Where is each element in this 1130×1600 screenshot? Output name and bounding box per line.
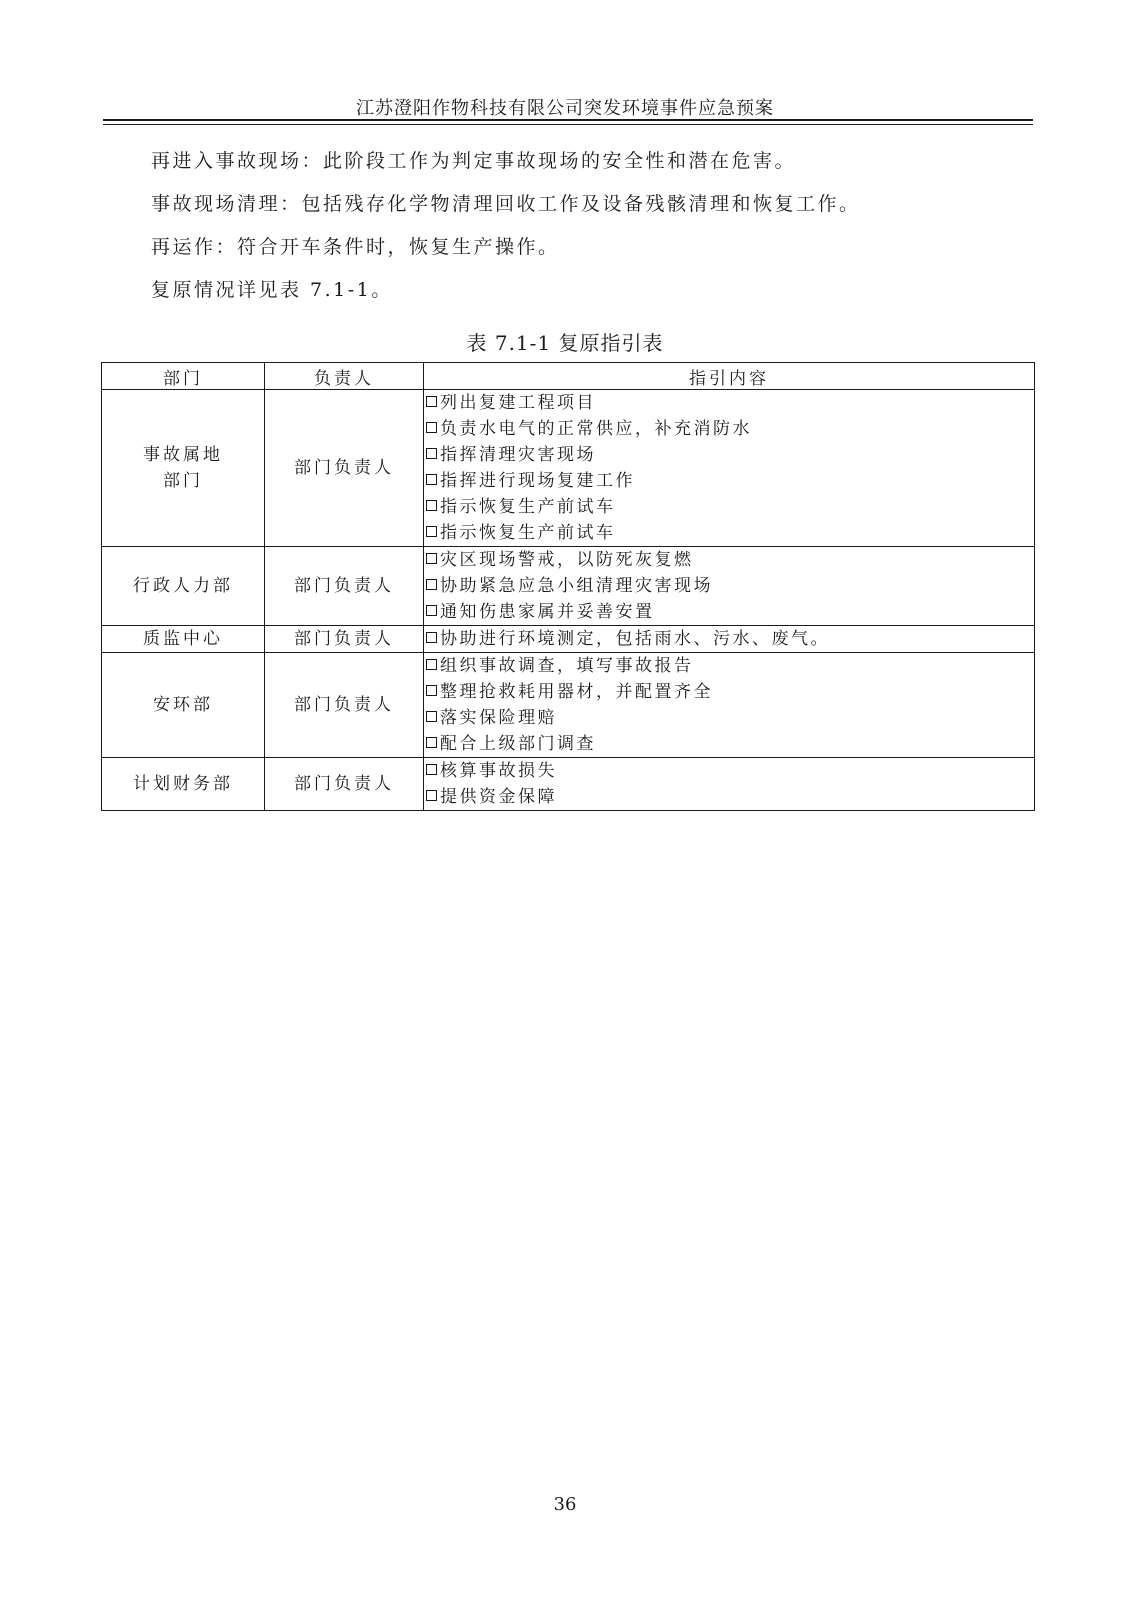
paragraph-restart: 再运作：符合开车条件时，恢复生产操作。 <box>151 236 560 258</box>
guidance-item-text: 提供资金保障 <box>440 787 557 807</box>
paragraph-table-reference: 复原情况详见表 7.1-1。 <box>151 279 393 301</box>
guidance-item-text: 灾区现场警戒，以防死灰复燃 <box>440 550 694 570</box>
owner-cell <box>265 390 424 547</box>
paragraph-cleanup: 事故现场清理：包括残存化学物清理回收工作及设备残骸清理和恢复工作。 <box>151 193 861 215</box>
guidance-item <box>424 705 1034 731</box>
guidance-item <box>424 758 1034 784</box>
checkbox-square-icon <box>426 605 437 616</box>
checkbox-square-icon <box>426 553 437 564</box>
table-row <box>102 758 1035 811</box>
checkbox-square-icon <box>426 422 437 433</box>
table-row <box>102 653 1035 758</box>
paragraph-reentry: 再进入事故现场：此阶段工作为判定事故现场的安全性和潜在危害。 <box>151 150 797 172</box>
guidance-item <box>424 547 1034 573</box>
document-header-title: 江苏澄阳作物科技有限公司突发环境事件应急预案 <box>356 98 774 119</box>
checkbox-square-icon <box>426 659 437 670</box>
checkbox-square-icon <box>426 500 437 511</box>
checkbox-square-icon <box>426 579 437 590</box>
guidance-item <box>424 468 1034 494</box>
header-rule <box>103 119 1033 121</box>
guidance-cell <box>424 758 1035 811</box>
guidance-item-text: 指挥清理灾害现场 <box>440 445 596 465</box>
owner-cell <box>265 547 424 626</box>
guidance-item <box>424 626 1034 652</box>
checkbox-square-icon <box>426 790 437 801</box>
owner-name: 部门负责人 <box>294 629 394 649</box>
guidance-item <box>424 442 1034 468</box>
checkbox-square-icon <box>426 474 437 485</box>
guidance-item-text: 列出复建工程项目 <box>440 393 596 413</box>
department-cell <box>102 390 265 547</box>
guidance-item-text: 协助进行环境测定，包括雨水、污水、废气。 <box>440 629 830 649</box>
department-cell <box>102 626 265 653</box>
guidance-item <box>424 390 1034 416</box>
guidance-item-text: 协助紧急应急小组清理灾害现场 <box>440 576 713 596</box>
owner-name: 部门负责人 <box>294 695 394 715</box>
guidance-cell <box>424 626 1035 653</box>
guidance-item-text: 整理抢救耗用器材，并配置齐全 <box>440 682 713 702</box>
guidance-item <box>424 731 1034 757</box>
checkbox-square-icon <box>426 632 437 643</box>
table-header-row <box>102 363 1035 390</box>
table-row <box>102 390 1035 547</box>
guidance-item-text: 负责水电气的正常供应，补充消防水 <box>440 419 752 439</box>
table-body <box>102 390 1035 811</box>
header-department: 部门 <box>102 363 265 390</box>
guidance-item <box>424 784 1034 810</box>
checkbox-square-icon <box>426 685 437 696</box>
table-caption: 表 7.1-1 复原指引表 <box>466 331 664 355</box>
guidance-item-text: 配合上级部门调查 <box>440 734 596 754</box>
guidance-item <box>424 573 1034 599</box>
guidance-cell <box>424 390 1035 547</box>
checkbox-square-icon <box>426 396 437 407</box>
department-cell <box>102 653 265 758</box>
department-name: 质监中心 <box>143 629 223 649</box>
owner-name: 部门负责人 <box>294 774 394 794</box>
department-name: 事故属地 <box>143 445 223 465</box>
department-name: 行政人力部 <box>133 576 233 596</box>
department-name: 计划财务部 <box>133 774 233 794</box>
checkbox-square-icon <box>426 764 437 775</box>
guidance-cell <box>424 547 1035 626</box>
department-cell <box>102 547 265 626</box>
department-name: 部门 <box>163 471 203 491</box>
guidance-item <box>424 494 1034 520</box>
checkbox-square-icon <box>426 737 437 748</box>
table-row <box>102 626 1035 653</box>
header-guidance: 指引内容 <box>424 363 1035 390</box>
guidance-item-text: 指挥进行现场复建工作 <box>440 471 635 491</box>
guidance-item-text: 核算事故损失 <box>440 761 557 781</box>
guidance-item <box>424 416 1034 442</box>
checkbox-square-icon <box>426 711 437 722</box>
checkbox-square-icon <box>426 526 437 537</box>
table-row <box>102 547 1035 626</box>
guidance-item-text: 指示恢复生产前试车 <box>440 497 616 517</box>
owner-cell <box>265 626 424 653</box>
guidance-item-text: 通知伤患家属并妥善安置 <box>440 602 655 622</box>
owner-name: 部门负责人 <box>294 576 394 596</box>
header-rule-thin <box>103 124 1033 125</box>
page-number: 36 <box>553 1494 577 1515</box>
department-cell <box>102 758 265 811</box>
guidance-item <box>424 679 1034 705</box>
guidance-item <box>424 653 1034 679</box>
restoration-guide-table <box>101 362 1035 811</box>
guidance-item <box>424 520 1034 546</box>
guidance-item-text: 指示恢复生产前试车 <box>440 523 616 543</box>
checkbox-square-icon <box>426 448 437 459</box>
owner-cell <box>265 758 424 811</box>
guidance-item-text: 落实保险理赔 <box>440 708 557 728</box>
header-owner: 负责人 <box>265 363 424 390</box>
department-name: 安环部 <box>153 695 213 715</box>
guidance-item <box>424 599 1034 625</box>
owner-cell <box>265 653 424 758</box>
guidance-item-text: 组织事故调查，填写事故报告 <box>440 656 694 676</box>
guidance-cell <box>424 653 1035 758</box>
owner-name: 部门负责人 <box>294 458 394 478</box>
